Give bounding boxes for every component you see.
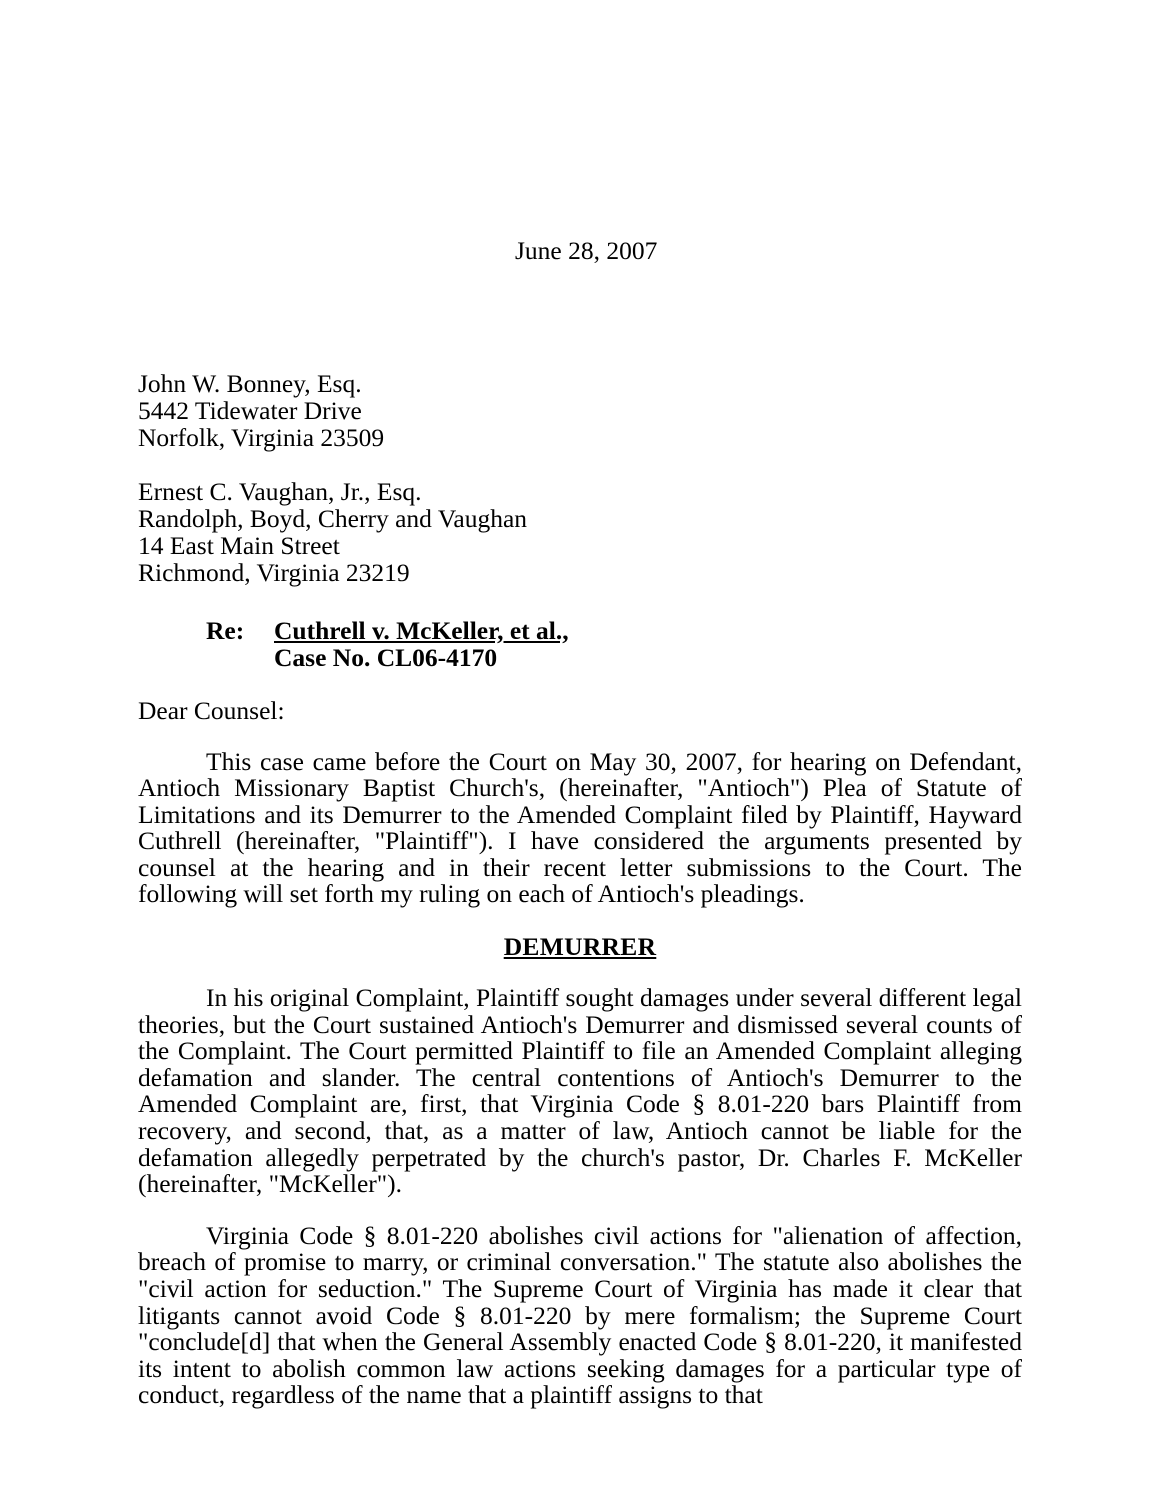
address-line: Richmond, Virginia 23219: [138, 557, 410, 587]
section-heading-text: DEMURRER: [503, 932, 657, 962]
address-line: John W. Bonney, Esq.: [138, 368, 362, 398]
page-content: [138, 0, 1022, 1409]
letter-date: June 28, 2007: [515, 236, 658, 265]
salutation: Dear Counsel:: [138, 695, 285, 725]
body-paragraph-2: In his original Complaint, Plaintiff sought damages under several different legal theories, but the Court sustained Antioch's Demurrer and dismissed several counts of the Complaint. The Court permitted Plaintiff to file an Amended Complaint alleging defamation and slander. The central contentions of Antioch's Demurrer to the Amended Complaint are, first, that Virginia Code § 8.01-220 bars Plaintiff from recovery, and second, that, as a matter of law, Antioch cannot be liable for the defamation allegedly perpetrated by the church's pastor, Dr. Charles F. McKeller (hereinafter, "McKeller").: [138, 983, 1022, 1199]
address-line: 14 East Main Street: [138, 530, 340, 560]
recipient-address-block-2: [138, 478, 1022, 586]
re-label: Re:: [206, 615, 245, 645]
re-block: [138, 617, 1022, 671]
address-line: 5442 Tidewater Drive: [138, 395, 362, 425]
re-caption-row: [138, 617, 1022, 644]
address-line: Randolph, Boyd, Cherry and Vaughan: [138, 503, 528, 533]
body-paragraph-3: Virginia Code § 8.01-220 abolishes civil actions for "alienation of affection, breach of promise to marry, or criminal conversation." The statute also abolishes the "civil action for seduction." The Supreme Court of Virginia has made it clear that litigants cannot avoid Code § 8.01-220 by mere formalism; the Supreme Court "conclude[d] that when the General Assembly enacted Code § 8.01-220, it manifested its intent to abolish common law actions seeking damages for a particular type of conduct, regardless of the name that a plaintiff assigns to that: [138, 1220, 1022, 1410]
re-label-spacer: [206, 644, 274, 671]
section-heading-demurrer: [138, 933, 1022, 960]
recipient-address-block-1: [138, 370, 1022, 451]
body-paragraph-1: This case came before the Court on May 30, 2007, for hearing on Defendant, Antioch Missionary Baptist Church's, (hereinafter, "Antioch") Plea of Statute of Limitations and its Demurrer to the Amended Complaint filed by Plaintiff, Hayward Cuthrell (hereinafter, "Plaintiff"). I have considered the arguments presented by counsel at the hearing and in their recent letter submissions to the Court. The following will set forth my ruling on each of Antioch's pleadings.: [138, 746, 1022, 909]
re-case-number-row: [138, 644, 1022, 671]
case-number: Case No. CL06-4170: [274, 642, 498, 672]
address-line: Norfolk, Virginia 23509: [138, 422, 385, 452]
address-line: Ernest C. Vaughan, Jr., Esq.: [138, 476, 422, 506]
case-caption: Cuthrell v. McKeller, et al.,: [274, 615, 569, 645]
